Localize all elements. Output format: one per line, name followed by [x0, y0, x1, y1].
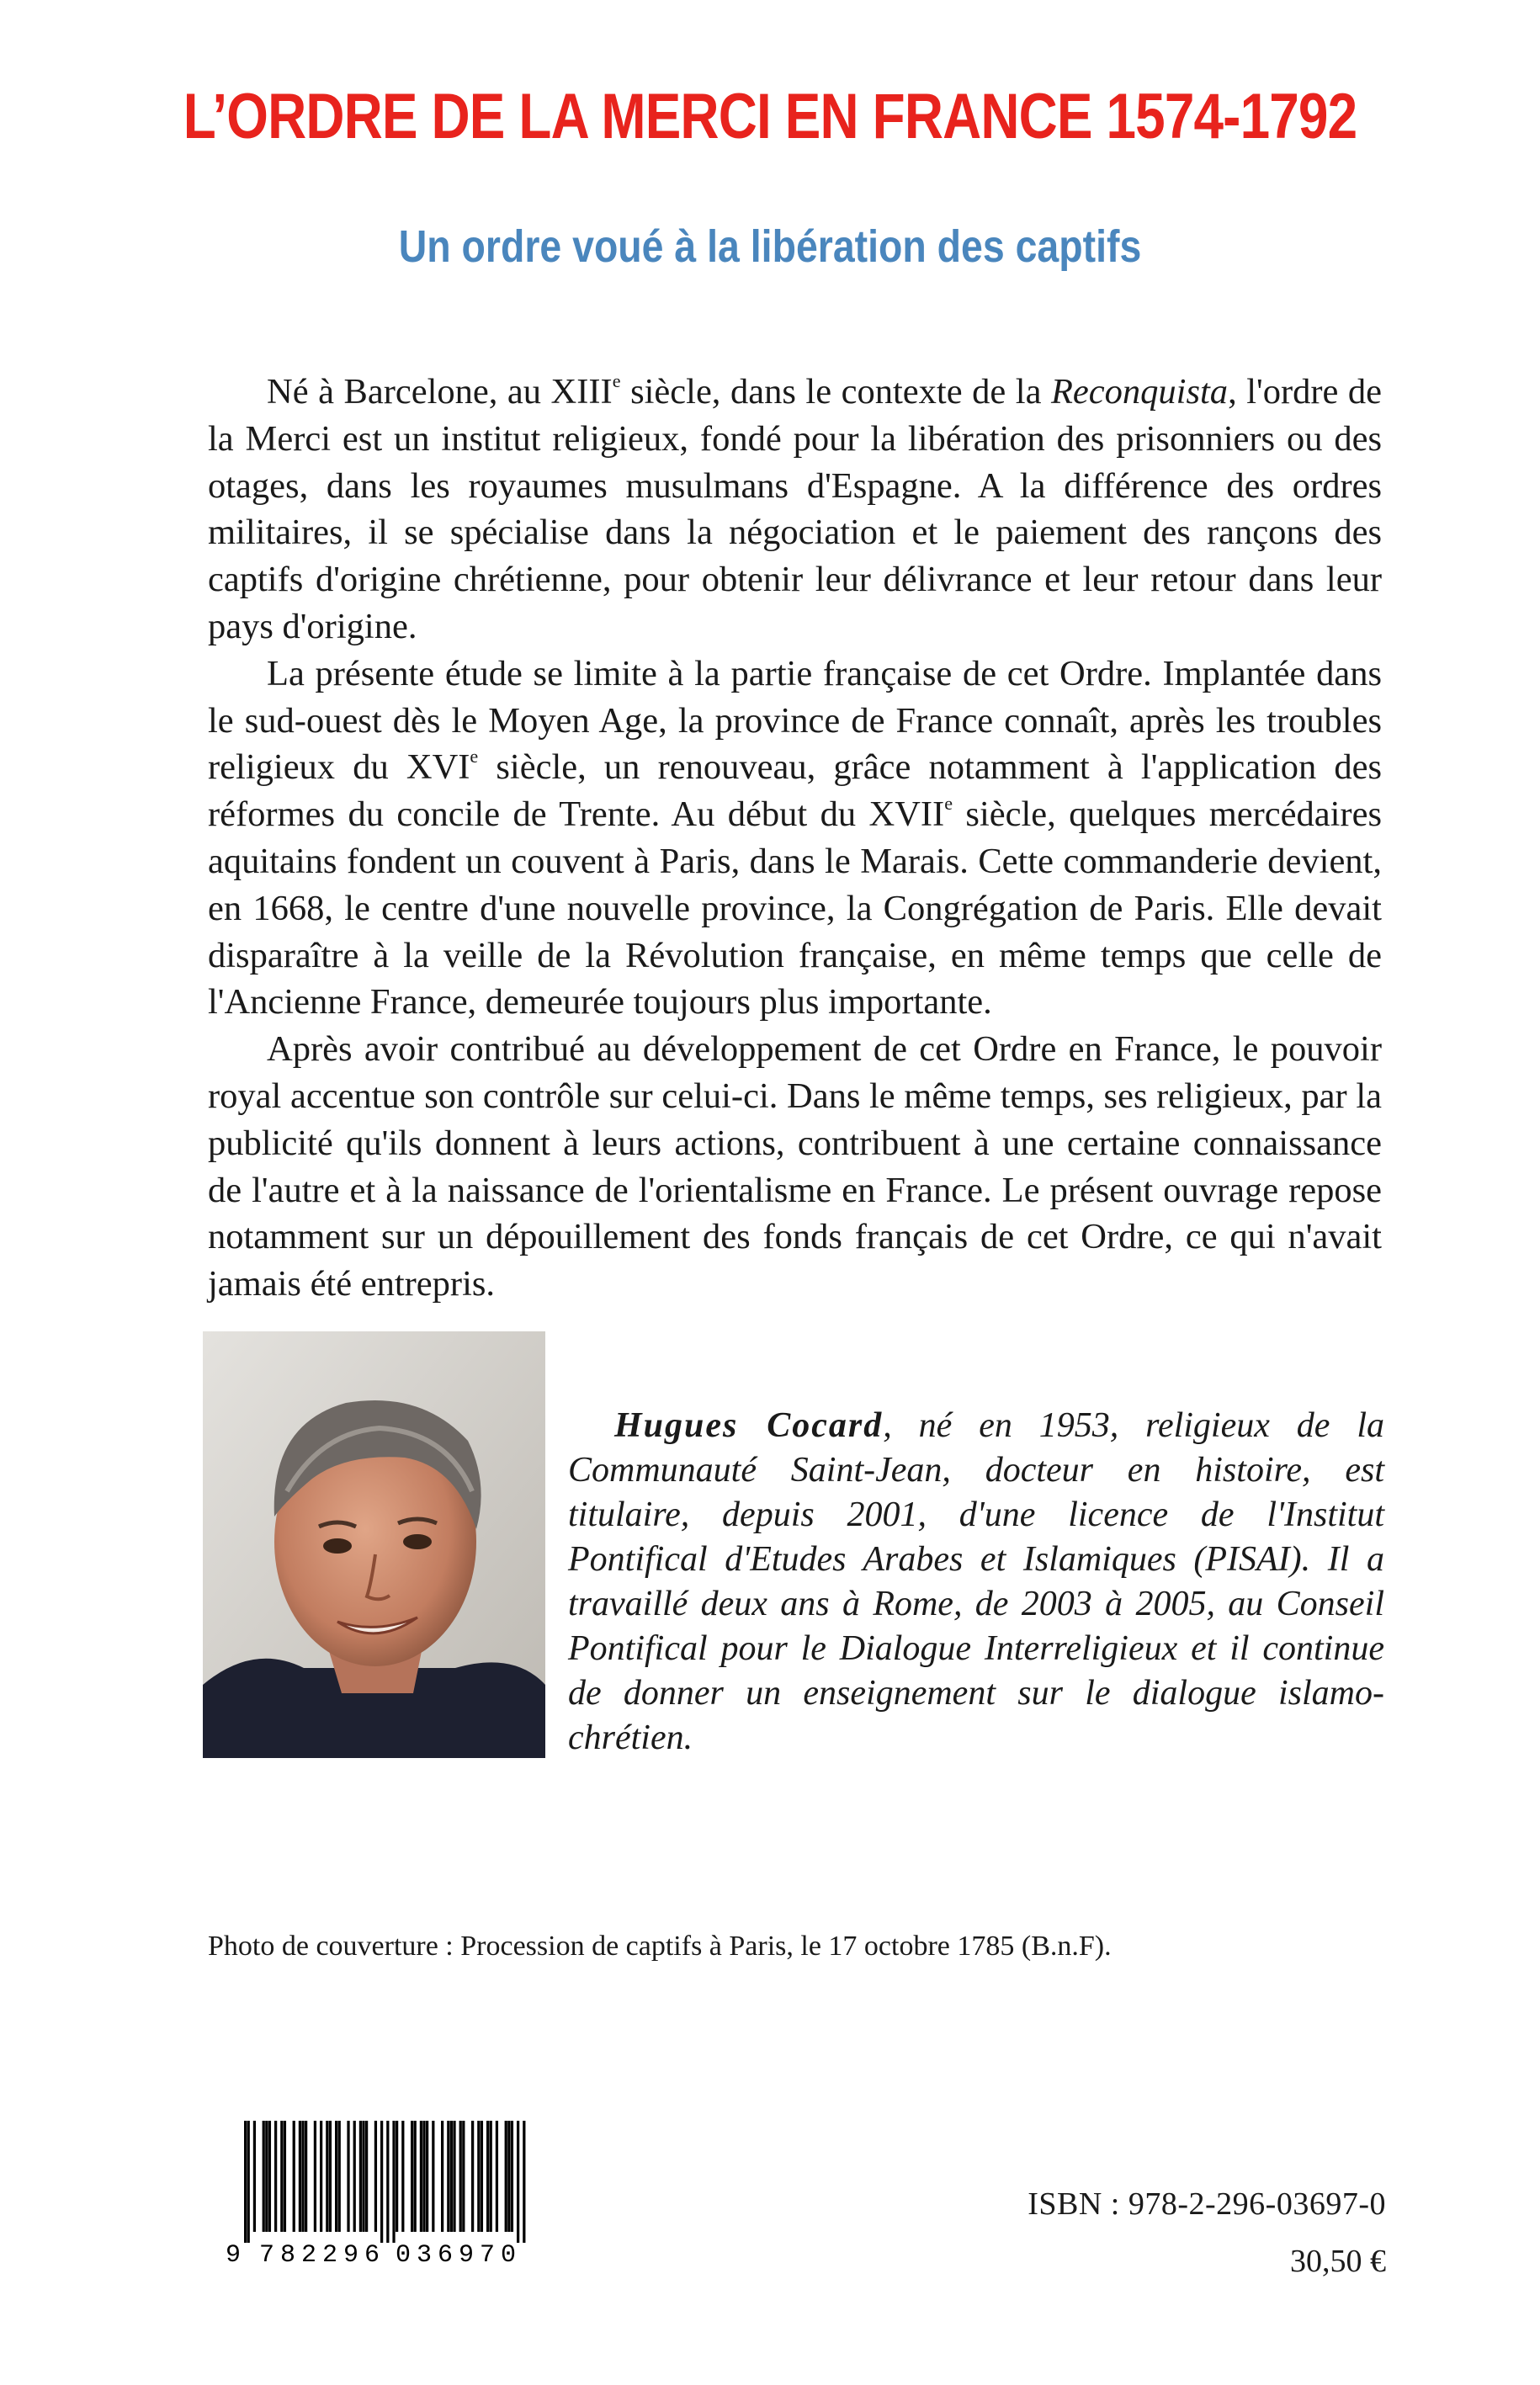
barcode-bar	[314, 2121, 316, 2232]
barcode-bar	[486, 2121, 489, 2232]
blurb-text-span: La présente étude se limite à la partie française de cet Ordre. Implantée dans le sud-ouest dès le Moyen Age, la province de France connaît, après les troubles religieux du XVI	[208, 653, 1382, 788]
barcode-bar	[517, 2121, 519, 2243]
barcode-bar	[396, 2121, 398, 2232]
blurb-paragraph	[208, 651, 1382, 1026]
book-title: L’ORDRE DE LA MERCI EN FRANCE 1574-1792	[183, 81, 1357, 152]
barcode-bar	[347, 2121, 349, 2232]
barcode-bar	[496, 2121, 498, 2232]
barcode-bar	[365, 2121, 368, 2232]
barcode-bar	[329, 2121, 332, 2232]
barcode-bar	[253, 2121, 256, 2232]
barcode-bar	[490, 2121, 492, 2232]
isbn-number: ISBN : 978-2-296-03697-0	[1028, 2186, 1386, 2222]
barcode-bar	[523, 2121, 525, 2243]
blurb-text-span: siècle, quelques mercédaires aquitains fondent un couvent à Paris, dans le Marais. Cette commanderie devient, en 1668, le centre d'une nouvelle province, la Congrégation de Paris. Elle devait disparaître à la veille de la Révolution française, en même temps que celle de l'Ancienne France, demeurée toujours plus importante.	[208, 794, 1382, 1023]
blurb-text-span: siècle, dans le contexte de la	[620, 372, 1051, 412]
barcode-bar	[335, 2121, 337, 2232]
barcode-bar	[450, 2121, 453, 2232]
barcode	[219, 2117, 555, 2268]
author-bio	[568, 1404, 1384, 1761]
barcode-bar	[280, 2121, 283, 2232]
barcode-bar	[471, 2121, 474, 2232]
barcode-bar	[380, 2121, 383, 2243]
barcode-bar	[284, 2121, 286, 2232]
blurb-paragraph: Après avoir contribué au développement de cet Ordre en France, le pouvoir royal accentue son contrôle sur celui-ci. Dans le même temps, ses religieux, par la publicité qu'ils donnent à leurs actions, contribuent à une certaine connaissance de l'autre et à la naissance de l'orientalisme en France. Le présent ouvrage repose notamment sur un dépouillement des fonds français de cet Ordre, ce qui n'avait jamais été entrepris.	[208, 1029, 1382, 1304]
price: 30,50 €	[1290, 2244, 1386, 2279]
barcode-digits-right: 036970	[396, 2241, 523, 2268]
barcode-digits-left: 782296	[259, 2241, 386, 2268]
barcode-bar	[507, 2121, 510, 2232]
barcode-bar	[359, 2121, 362, 2232]
superscript: e	[470, 746, 479, 768]
barcode-bar	[305, 2121, 307, 2232]
author-bio-text: , né en 1953, religieux de la Communauté Saint-Jean, docteur en histoire, est titulaire, depuis 2001, d'une licence de l'Institut Pontifical d'Etudes Arabes et Islamiques (PISAI). Il a travaillé deux ans à Rome, de 2003 à 2005, au Conseil Pontifical pour le Dialogue Interreligieux et il continue de donner un enseignement sur le dialogue islamo-chrétien.	[568, 1406, 1385, 1757]
barcode-bar	[247, 2121, 250, 2243]
blurb-text-span: siècle, un renouveau, grâce notamment à l'application des réformes du concile de Trente. Au début du XVII	[208, 747, 1383, 835]
barcode-bar	[265, 2121, 268, 2232]
barcode-bar	[505, 2121, 507, 2232]
barcode-bar	[301, 2121, 304, 2232]
barcode-bar	[320, 2121, 322, 2232]
barcode-bar	[414, 2121, 417, 2232]
blurb-text	[208, 369, 1382, 1308]
barcode-bar	[362, 2121, 364, 2232]
barcode-bar	[422, 2121, 425, 2232]
barcode-bar	[477, 2121, 480, 2232]
barcode-bar	[268, 2121, 271, 2232]
barcode-bar	[338, 2121, 341, 2232]
barcode-bar	[392, 2121, 395, 2243]
barcode-bar	[447, 2121, 449, 2232]
author-name: Hugues Cocard	[614, 1406, 884, 1445]
barcode-bar	[420, 2121, 422, 2232]
superscript: e	[612, 370, 621, 392]
barcode-bar	[274, 2121, 277, 2232]
barcode-bar	[374, 2121, 377, 2232]
barcode-bar	[299, 2121, 301, 2232]
barcode-digit-first: 9	[226, 2241, 242, 2268]
barcode-bar	[511, 2121, 513, 2232]
barcode-bar	[453, 2121, 455, 2232]
barcode-bar	[326, 2121, 328, 2232]
blurb-emphasis: Reconquista	[1050, 372, 1229, 412]
barcode-bar	[386, 2121, 389, 2243]
barcode-bar	[459, 2121, 462, 2232]
barcode-bar	[263, 2121, 265, 2232]
barcode-bar	[244, 2121, 247, 2243]
barcode-bar	[462, 2121, 465, 2232]
barcode-bar	[426, 2121, 428, 2232]
barcode-bar	[411, 2121, 413, 2232]
author-bio-paragraph	[568, 1404, 1384, 1761]
superscript: e	[944, 793, 953, 815]
barcode-bar	[441, 2121, 443, 2232]
blurb-paragraph	[208, 369, 1382, 651]
photo-credit: Photo de couverture : Procession de captifs à Paris, le 17 octobre 1785 (B.n.F).	[208, 1931, 1112, 1962]
barcode-bar	[401, 2121, 404, 2232]
barcode-bar	[432, 2121, 434, 2232]
blurb-text-span: , l'ordre de la Merci est un institut religieux, fondé pour la libération des prisonniers ou des otages, dans les royaumes musulmans d'Espagne. A la différence des ordres militaires, il se spécialise dans la négociation et le paiement des rançons des captifs d'origine chrétienne, pour obtenir leur délivrance et leur retour dans leur pays d'origine.	[208, 372, 1383, 646]
book-subtitle: Un ordre voué à la libération des captifs	[398, 221, 1142, 272]
barcode-bar	[353, 2121, 356, 2232]
blurb-text-span: Né à Barcelone, au XIII	[267, 372, 613, 412]
author-photo	[203, 1331, 545, 1758]
barcode-bar	[481, 2121, 483, 2232]
barcode-bar	[293, 2121, 295, 2232]
